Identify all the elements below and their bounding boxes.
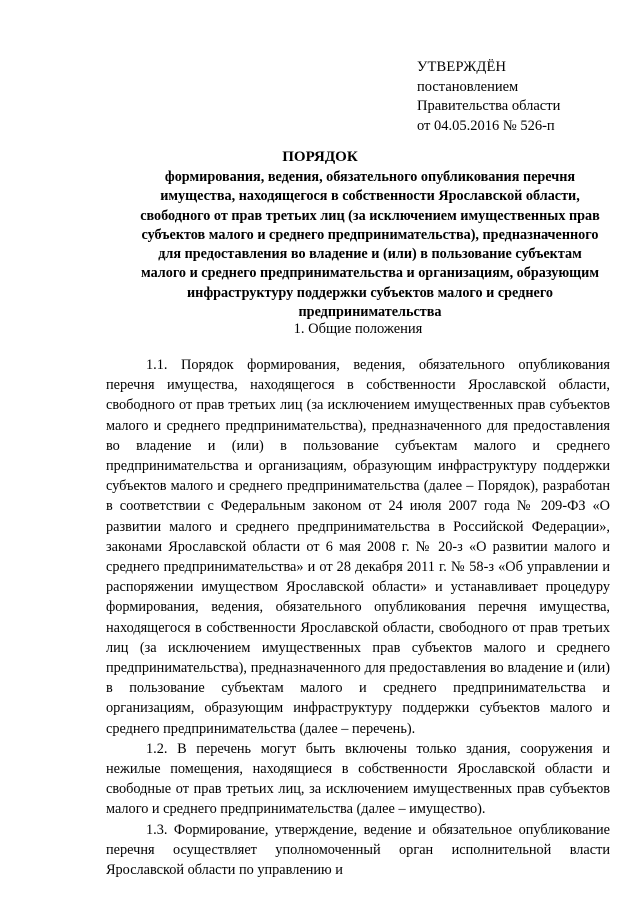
document-title: ПОРЯДОК [282, 149, 358, 165]
approval-line-resolution: постановлением [417, 78, 519, 95]
subtitle-line: для предоставления во владение и (или) в пользование субъектам [158, 246, 582, 263]
subtitle-line: предпринимательства [298, 304, 442, 321]
subtitle-line: имущества, находящегося в собственности Ярославской области, [160, 188, 580, 205]
approval-line-date-number: от 04.05.2016 № 526-п [417, 117, 555, 134]
paragraph-1-1: 1.1. Порядок формирования, ведения, обязательного опубликования перечня имущества, находящегося в собственности Ярославской области, свободного от прав третьих лиц (за исключением имущественных прав субъектов малого и среднего предпринимательства), предназначенного для предоставления во владение и (или) в пользование субъектам малого и среднего предпринимательства и организациям, образующим инфраструктуру поддержки субъектов малого и среднего предпринимательства (далее – Порядок), разработан в соответствии с Федеральным законом от 24 июля 2007 года № 209-ФЗ «О развитии малого и среднего предпринимательства в Российской Федерации», законами Ярославской области от 6 мая 2008 г. № 20-з «О развитии малого и среднего предпринимательства» и от 28 декабря 2011 г. № 58-з «Об управлении и распоряжении имуществом Ярославской области» и устанавливает процедуру формирования, ведения, обязательного опубликования перечня имущества, находящегося в собственности Ярославской области, свободного от прав третьих лиц (за исключением имущественных прав субъектов малого и среднего предпринимательства), предназначенного для предоставления во владение и (или) в пользование субъектам малого и среднего предпринимательства и организациям, образующим инфраструктуру поддержки субъектов малого и среднего предпринимательства (далее – перечень). [106, 357, 610, 737]
document-subtitle [132, 168, 608, 322]
approval-stamp [417, 58, 560, 136]
document-body [106, 355, 610, 880]
subtitle-line: свободного от прав третьих лиц (за исключением имущественных прав [140, 207, 600, 224]
section-heading: 1. Общие положения [293, 321, 423, 337]
subtitle-line: малого и среднего предпринимательства и организациям, образующим [141, 265, 599, 282]
paragraph-1-2: 1.2. В перечень могут быть включены только здания, сооружения и нежилые помещения, находящиеся в собственности Ярославской области и свободные от прав третьих лиц, за исключением имущественных прав субъектов малого и среднего предпринимательства (далее – имущество). [106, 740, 610, 818]
approval-line-government: Правительства области [417, 98, 561, 114]
subtitle-line: формирования, ведения, обязательного опубликования перечня [164, 169, 576, 185]
subtitle-line: субъектов малого и среднего предпринимательства), предназначенного [141, 226, 599, 243]
approval-heading: УТВЕРЖДЁН [417, 59, 507, 75]
subtitle-line: инфраструктуру поддержки субъектов малого и среднего [186, 284, 553, 301]
paragraph-1-3: 1.3. Формирование, утверждение, ведение и обязательное опубликование перечня осуществляет уполномоченный орган исполнительной власти Ярославской области по управлению и [106, 821, 610, 879]
